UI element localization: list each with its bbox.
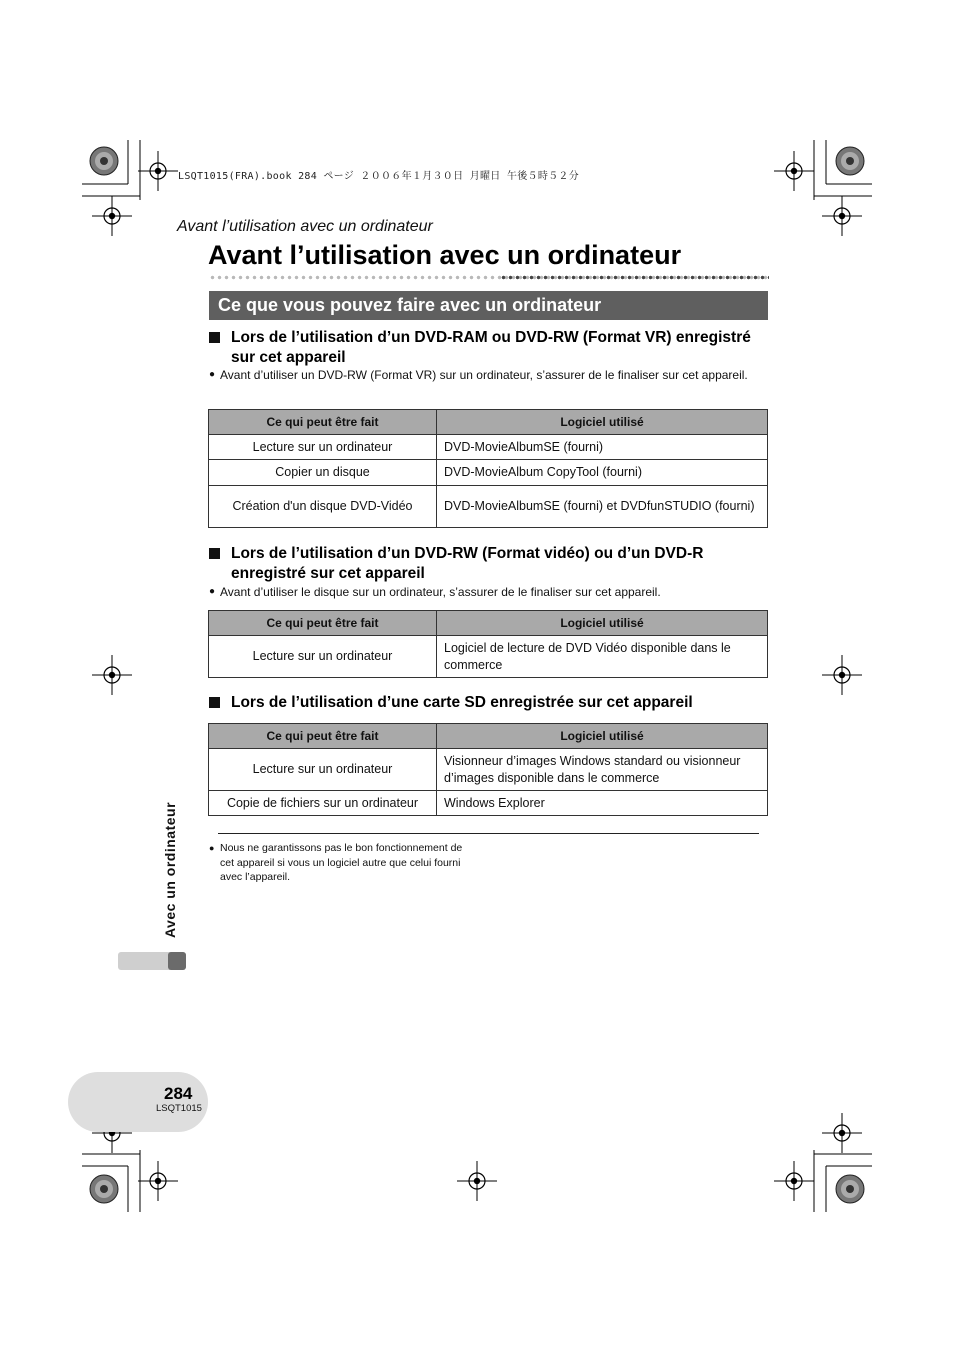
square-bullet-icon <box>209 697 220 708</box>
table-header-row <box>209 611 768 636</box>
column-header-software: Logiciel utilisé <box>437 724 768 749</box>
table-row <box>209 486 768 528</box>
task-cell: Copie de fichiers sur un ordinateur <box>209 791 437 816</box>
running-header: Avant l’utilisation avec un ordinateur <box>177 218 433 235</box>
footnote-rule <box>218 833 759 834</box>
task-cell: Lecture sur un ordinateur <box>209 636 437 678</box>
column-header-task: Ce qui peut être fait <box>209 724 437 749</box>
table-row <box>209 791 768 816</box>
table-header-row <box>209 724 768 749</box>
square-bullet-icon <box>209 548 220 559</box>
block-heading-text: Lors de l’utilisation d’un DVD-RAM ou DVD-RW (Format VR) enregistré sur cet appareil <box>231 329 751 366</box>
section-title: Ce que vous pouvez faire avec un ordinateur <box>209 291 768 320</box>
software-cell: DVD-MovieAlbumSE (fourni) et DVDfunSTUDIO (fourni) <box>437 486 768 528</box>
software-cell: Logiciel de lecture de DVD Vidéo disponible dans le commerce <box>437 636 768 678</box>
software-cell: DVD-MovieAlbum CopyTool (fourni) <box>437 460 768 486</box>
footnote-text: Nous ne garantissons pas le bon fonctionnement de cet appareil si vous un logiciel autre que celui fourni avec l’appareil. <box>220 842 463 883</box>
task-cell: Création d'un disque DVD-Vidéo <box>209 486 437 528</box>
software-table-dvd-ram <box>208 409 768 528</box>
software-cell: DVD-MovieAlbumSE (fourni) <box>437 435 768 460</box>
column-header-task: Ce qui peut être fait <box>209 611 437 636</box>
software-cell: Windows Explorer <box>437 791 768 816</box>
software-table-sd-card <box>208 723 768 816</box>
task-cell: Copier un disque <box>209 460 437 486</box>
column-header-software: Logiciel utilisé <box>437 611 768 636</box>
table-row <box>209 636 768 678</box>
block-heading-dvd-ram <box>209 328 769 368</box>
title-dotted-rule-dark <box>500 275 769 280</box>
bullet-dot-icon: ● <box>209 369 216 380</box>
square-bullet-icon <box>209 332 220 343</box>
software-cell: Visionneur d’images Windows standard ou visionneur d’images disponible dans le commerce <box>437 749 768 791</box>
table-header-row <box>209 410 768 435</box>
block-heading-text: Lors de l’utilisation d’une carte SD enregistrée sur cet appareil <box>231 694 693 711</box>
column-header-software: Logiciel utilisé <box>437 410 768 435</box>
task-cell: Lecture sur un ordinateur <box>209 435 437 460</box>
page-title: Avant l’utilisation avec un ordinateur <box>208 240 682 270</box>
block-heading-dvd-video <box>209 544 769 584</box>
table-row <box>209 749 768 791</box>
bullet-dot-icon: ● <box>209 843 215 853</box>
page-number: 284 <box>164 1084 193 1103</box>
side-chapter-tab <box>160 795 180 945</box>
block-heading-text: Lors de l’utilisation d’un DVD-RW (Format vidéo) ou d’un DVD-R enregistré sur cet appareil <box>231 545 704 582</box>
block-note-text: Avant d’utiliser un DVD-RW (Format VR) sur un ordinateur, s’assurer de le finaliser sur cet appareil. <box>220 368 748 382</box>
footnote <box>209 841 479 885</box>
column-header-task: Ce qui peut être fait <box>209 410 437 435</box>
print-header: LSQT1015(FRA).book 284 ページ ２００６年１月３０日 月曜日 午後５時５２分 <box>178 171 580 182</box>
task-cell: Lecture sur un ordinateur <box>209 749 437 791</box>
block-note-dvd-video <box>209 584 749 600</box>
block-heading-sd-card <box>209 693 769 713</box>
block-note-dvd-ram <box>209 367 749 383</box>
page-code: LSQT1015 <box>156 1103 202 1114</box>
chapter-indicator-active <box>168 952 186 970</box>
table-row <box>209 460 768 486</box>
block-note-text: Avant d’utiliser le disque sur un ordinateur, s’assurer de le finaliser sur cet appareil. <box>220 585 661 599</box>
table-row <box>209 435 768 460</box>
side-chapter-label: Avec un ordinateur <box>162 801 178 939</box>
software-table-dvd-video <box>208 610 768 678</box>
bullet-dot-icon: ● <box>209 586 216 597</box>
